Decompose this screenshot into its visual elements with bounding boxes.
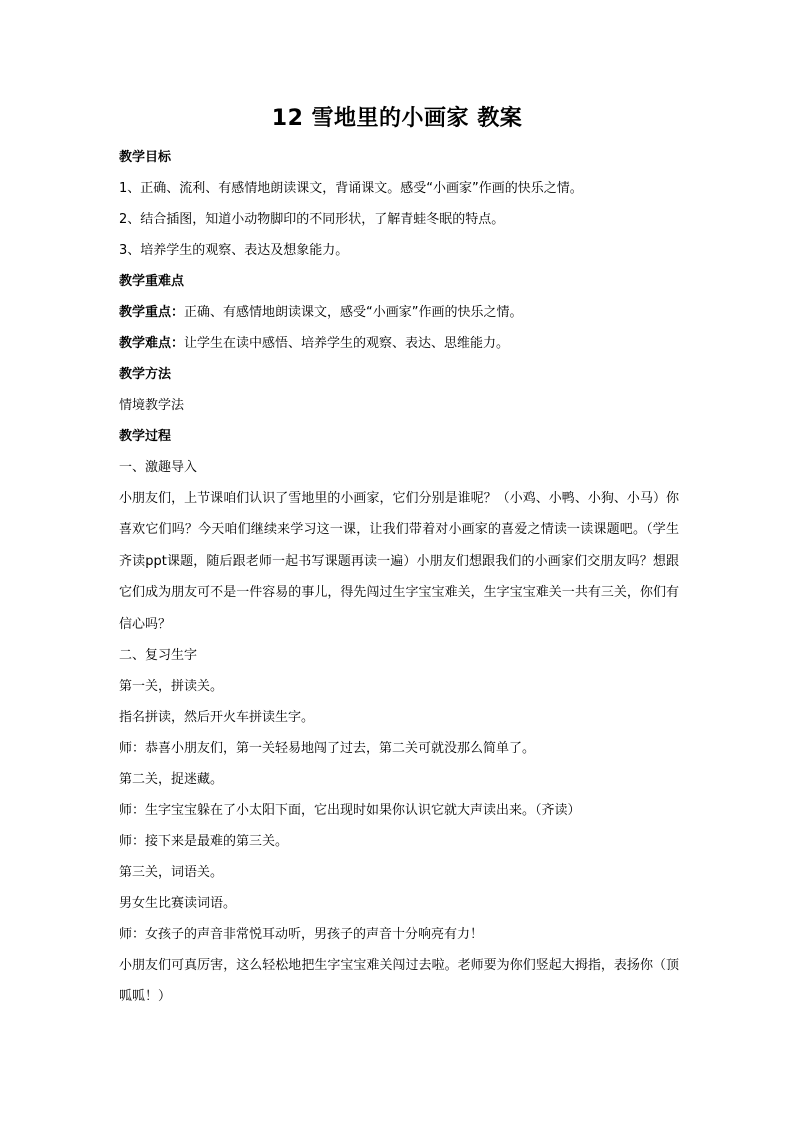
goal-item-3: 3、培养学生的观察、表达及想象能力。	[119, 243, 349, 258]
closing-paragraph: 小朋友们可真厉害，这么轻松地把生字宝宝难关闯过去啦。老师要为你们竖起大拇指，表扬你（顶呱呱！）	[119, 958, 679, 1005]
goals-heading: 教学目标	[119, 150, 172, 165]
level2-title: 第二关，捉迷藏。	[119, 772, 224, 788]
document-body	[119, 142, 679, 1013]
difficulty-point-text: 让学生在读中感悟、培养学生的观察、表达、思维能力。	[184, 336, 510, 351]
goal-item-2: 2、结合插图，知道小动物脚印的不同形状，了解青蛙冬眠的特点。	[119, 212, 505, 227]
level1-text: 指名拼读，然后开火车拼读生字。	[119, 710, 315, 726]
key-point-label: 教学重点：	[119, 305, 185, 320]
goal-item-1: 1、正确、流利、有感情地朗读课文，背诵课文。感受“小画家”作画的快乐之情。	[119, 181, 583, 196]
step2-heading: 二、复习生字	[119, 648, 198, 664]
document-title: 12 雪地里的小画家 教案	[271, 106, 523, 131]
method-heading: 教学方法	[119, 367, 172, 382]
level3-text: 男女生比赛读词语。	[119, 896, 237, 912]
teacher-line-3: 师：接下来是最难的第三关。	[119, 834, 289, 850]
step1-paragraph: 小朋友们，上节课咱们认识了雪地里的小画家，它们分别是谁呢？（小鸡、小鸭、小狗、小马）你喜欢它们吗？今天咱们继续来学习这一课，让我们带着对小画家的喜爱之情读一读课题吧。（学生齐读ppt课题，随后跟老师一起书写课题再读一遍）小朋友们想跟我们的小画家们交朋友吗？想跟它们成为朋友可不是一件容易的事儿，得先闯过生字宝宝难关，生字宝宝难关一共有三关，你们有信心吗？	[119, 491, 679, 632]
key-difficulty-heading: 教学重难点	[119, 274, 185, 289]
difficulty-point-label: 教学难点：	[119, 336, 185, 351]
key-point	[119, 297, 679, 328]
level1-title: 第一关，拼读关。	[119, 679, 224, 695]
teacher-line-2: 师：生字宝宝躲在了小太阳下面，它出现时如果你认识它就大声读出来。（齐读）	[119, 803, 581, 819]
process-heading: 教学过程	[119, 429, 172, 444]
teacher-line-4: 师：女孩子的声音非常悦耳动听，男孩子的声音十分响亮有力！	[119, 927, 484, 943]
key-point-text: 正确、有感情地朗读课文，感受“小画家”作画的快乐之情。	[184, 305, 523, 320]
difficulty-point	[119, 328, 679, 359]
method-text: 情境教学法	[119, 398, 185, 413]
step1-heading: 一、激趣导入	[119, 460, 198, 475]
teacher-line-1: 师：恭喜小朋友们，第一关轻易地闯了过去，第二关可就没那么简单了。	[119, 741, 536, 757]
level3-title: 第三关，词语关。	[119, 865, 224, 881]
